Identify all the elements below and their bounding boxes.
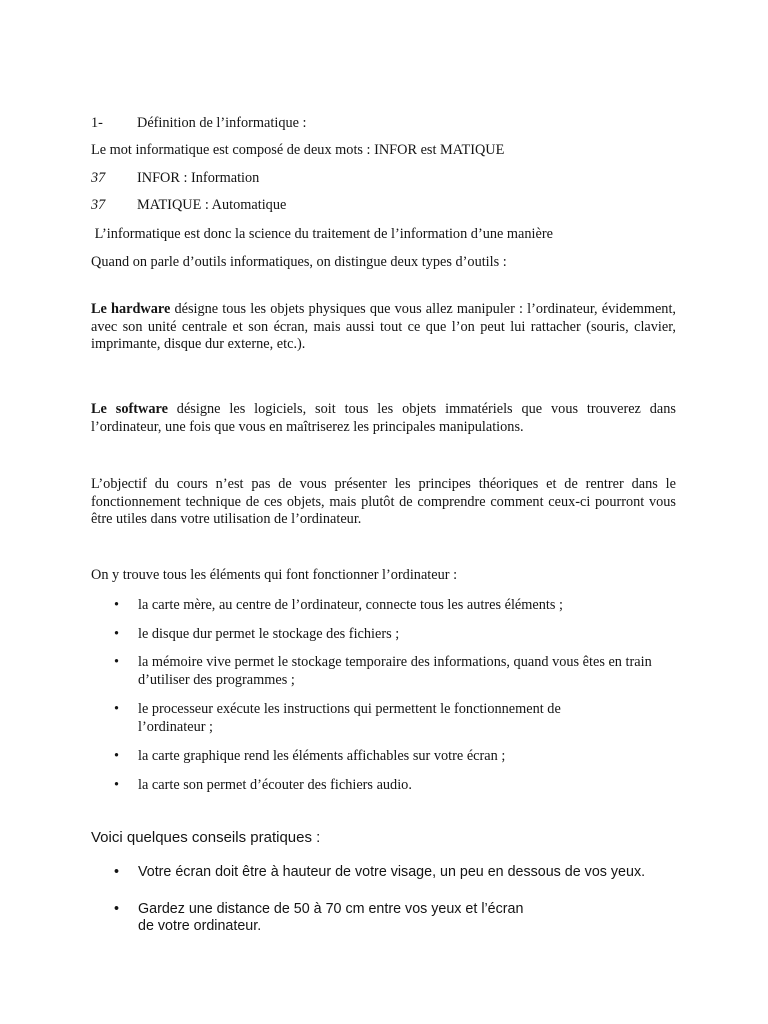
intro-line: Le mot informatique est composé de deux mots : INFOR est MATIQUE bbox=[91, 142, 505, 158]
tip-text: Votre écran doit être à hauteur de votre visage, un peu en dessous de vos yeux. bbox=[138, 864, 646, 880]
definition-item-infor bbox=[0, 170, 768, 188]
software-term: Le software bbox=[91, 401, 168, 417]
list-item bbox=[114, 701, 654, 737]
list-item bbox=[114, 597, 654, 615]
bullet-icon: • bbox=[114, 597, 120, 613]
hardware-term: Le hardware bbox=[91, 301, 171, 317]
list-item bbox=[114, 626, 654, 644]
bullet-icon: • bbox=[114, 748, 120, 764]
definition-item-matique bbox=[0, 197, 768, 215]
tips-intro: Voici quelques conseils pratiques : bbox=[91, 829, 321, 846]
list-item bbox=[114, 654, 654, 690]
software-paragraph bbox=[91, 401, 676, 436]
bullet-icon: • bbox=[114, 701, 120, 717]
item-text: INFOR : Information bbox=[137, 170, 260, 186]
bullet-icon: • bbox=[114, 626, 120, 642]
software-text: désigne les logiciels, soit tous les objets immatériels que vous trouverez dans l’ordinateur, une fois que vous en maîtriserez les principales manipulations. bbox=[91, 401, 676, 435]
hardware-text: désigne tous les objets physiques que vous allez manipuler : l’ordinateur, évidemment, avec son unité centrale et son écran, mais aussi tout ce que l’on peut lui rattacher (souris, clavier, imprimante, disque dur externe, etc.). bbox=[91, 301, 676, 352]
section-number: 1- bbox=[91, 115, 103, 131]
components-intro: On y trouve tous les éléments qui font fonctionner l’ordinateur : bbox=[91, 567, 458, 583]
tip-item bbox=[114, 864, 674, 900]
list-item-text: la mémoire vive permet le stockage temporaire des informations, quand vous êtes en train d’utiliser des programmes ; bbox=[138, 654, 652, 688]
conclusion-line: L’informatique est donc la science du traitement de l’information d’une manière bbox=[91, 226, 553, 242]
list-item-text: le disque dur permet le stockage des fichiers ; bbox=[138, 626, 400, 642]
objective-paragraph: L’objectif du cours n’est pas de vous présenter les principes théoriques et de rentrer dans le fonctionnement technique de ces objets, mais plutôt de comprendre comment ceux-ci pourront vous être utiles dans votre utilisation de l’ordinateur. bbox=[91, 476, 676, 527]
bullet-icon: • bbox=[114, 654, 120, 670]
item-text: MATIQUE : Automatique bbox=[137, 197, 287, 213]
bullet-icon: • bbox=[114, 864, 120, 880]
item-marker: 37 bbox=[91, 197, 106, 213]
tip-item bbox=[114, 901, 674, 937]
section-heading bbox=[0, 115, 768, 133]
item-marker: 37 bbox=[91, 170, 106, 186]
list-item bbox=[114, 777, 654, 795]
list-item bbox=[114, 748, 654, 766]
list-item-text: la carte son permet d’écouter des fichiers audio. bbox=[138, 777, 412, 793]
section-title: Définition de l’informatique : bbox=[137, 115, 307, 131]
list-item-text: le processeur exécute les instructions qui permettent le fonctionnement de l’ordinateur ; bbox=[138, 701, 561, 735]
bullet-icon: • bbox=[114, 901, 120, 917]
list-item-text: la carte graphique rend les éléments affichables sur votre écran ; bbox=[138, 748, 506, 764]
bullet-icon: • bbox=[114, 777, 120, 793]
tip-text: Gardez une distance de 50 à 70 cm entre vos yeux et l’écran de votre ordinateur. bbox=[138, 901, 524, 934]
list-item-text: la carte mère, au centre de l’ordinateur, connecte tous les autres éléments ; bbox=[138, 597, 563, 613]
hardware-paragraph bbox=[91, 301, 676, 354]
tools-intro-line: Quand on parle d’outils informatiques, on distingue deux types d’outils : bbox=[91, 254, 507, 270]
